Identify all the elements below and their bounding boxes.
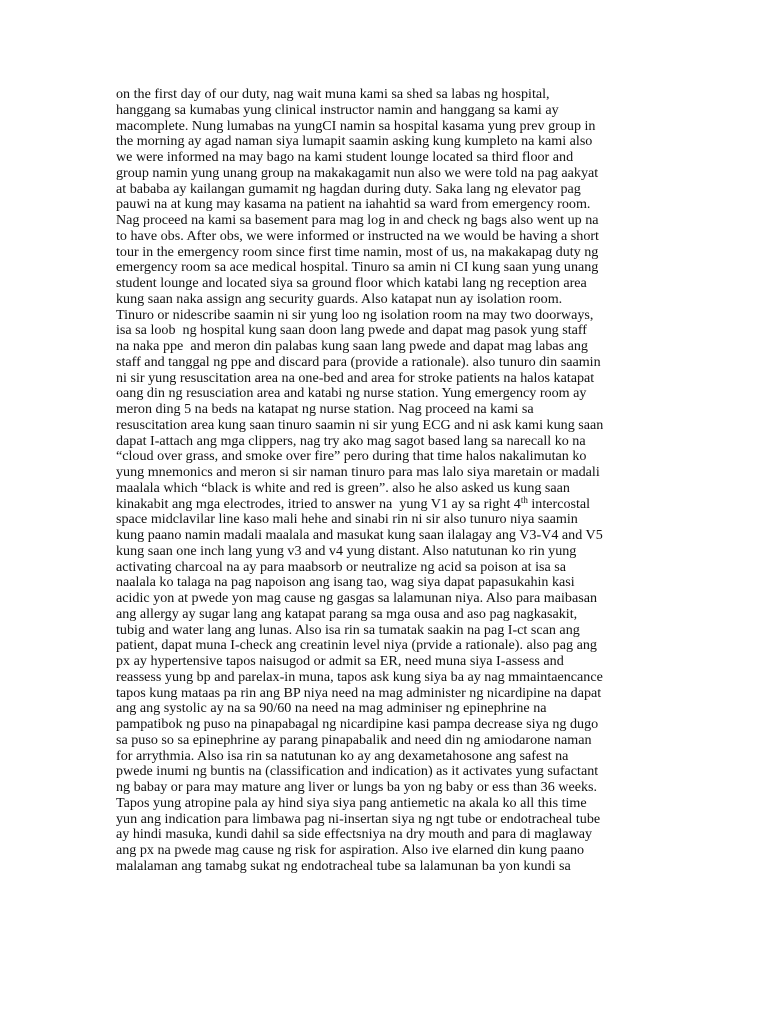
text-line (116, 103, 656, 119)
text-line-content: yung mnemonics and meron si sir naman tinuro para mas lalo siya maretain or madali (116, 464, 600, 480)
text-line (116, 638, 656, 654)
text-line-content: “cloud over grass, and smoke over fire” pero during that time halos nakalimutan ko (116, 448, 587, 465)
text-line-content: na naka ppe and meron din palabas kung saan lang pwede and dapat mag labas ang (116, 338, 588, 354)
text-line (116, 827, 656, 843)
text-line-content: malalaman ang tamabg sukat ng endotracheal tube sa lalamunan ba yon kundi sa (116, 857, 571, 874)
document-body-text (116, 87, 656, 875)
text-line (116, 843, 656, 859)
text-line (116, 449, 656, 465)
text-line (116, 528, 656, 544)
text-line-content: ang px na pwede mag cause ng risk for aspiration. Also ive elarned din kung paano (116, 842, 585, 858)
text-line-content: the morning ay agad naman siya lumapit saamin asking kung kumpleto na kami also (116, 133, 593, 150)
text-line-content: staff and tanggal ng ppe and discard para (provide a rationale). also tunuro din saamin (116, 353, 601, 370)
text-line-content: space midclavilar line kaso mali hehe and sinabi rin ni sir also tunuro niya saamin (116, 511, 578, 528)
text-line (116, 260, 656, 276)
text-line-content: ang allergy ay sugar lang ang katapat parang sa mga ousa and aso pag nagkasakit, (116, 605, 578, 622)
text-line (116, 544, 656, 560)
text-line-content: emergency room sa ace medical hospital. Tinuro sa amin ni CI kung saan yung unang (116, 259, 599, 276)
text-line-content: Tinuro or nidescribe saamin ni sir yung loo ng isolation room na may two doorways, (116, 306, 594, 323)
text-line (116, 150, 656, 166)
text-line (116, 575, 656, 591)
text-line (116, 701, 656, 717)
text-line-content: Nag proceed na kami sa basement para mag log in and check ng bags also went up na (116, 212, 599, 228)
text-line (116, 229, 656, 245)
text-line-content: ng babay or para may mature ang liver or lungs ba yon ng baby or ess than 36 weeks. (116, 779, 598, 795)
text-line-content: ang ang systolic ay na sa 90/60 na need na mag adminiser ng epinephrine na (116, 700, 547, 717)
text-line-content: reassess yung bp and parelax-in muna, tapos ask kung siya ba ay nag mmaintaencance (116, 668, 603, 685)
text-line (116, 245, 656, 261)
text-line (116, 402, 656, 418)
text-line-tail: intercostal (527, 495, 591, 512)
text-line-content: oang din ng resusciation area and katabi ng nurse station. Yung emergency room ay (116, 385, 587, 402)
text-line (116, 371, 656, 387)
text-line-content: hanggang sa kumabas yung clinical instructor namin and hanggang sa kami ay (116, 101, 559, 118)
text-line (116, 213, 656, 229)
text-line (116, 276, 656, 292)
text-line (116, 796, 656, 812)
text-line (116, 512, 656, 528)
text-line-content: sa puso so sa epinephrine ay parang pinapabalik and need din ng amiodarone naman (116, 731, 592, 748)
text-line-content: ay hindi masuka, kundi dahil sa side effectsniya na dry mouth and para di maglaway (116, 826, 593, 843)
text-line (116, 355, 656, 371)
text-line-content: dapat I-attach ang mga clippers, nag try ako mag sagot based lang sa narecall ko na (116, 432, 586, 449)
text-line (116, 292, 656, 308)
text-line-content: for arrythmia. Also isa rin sa natutunan ko ay ang dexametahosone ang safest na (116, 747, 569, 764)
text-line-content: activating charcoal na ay para maabsorb or neutralize ng acid sa poison at isa sa (116, 558, 567, 575)
text-line (116, 166, 656, 182)
text-line-content: kung saan naka assign ang security guards. Also katapat nun ay isolation room. (116, 290, 563, 307)
text-line (116, 859, 656, 875)
text-line-content: acidic yon at pwede yon mag cause ng gasgas sa lalamunan niya. Also para maibasan (116, 590, 597, 606)
text-line-content: pwede inumi ng buntis na (classification and indication) as it activates yung sufactant (116, 763, 599, 780)
text-line (116, 812, 656, 828)
text-line (116, 119, 656, 135)
text-line-content: naalala ko talaga na pag napoison ang isang tao, wag siya dapat papasukahin kasi (116, 574, 575, 591)
text-line-content: pauwi na at kung may kasama na patient na iahahtid sa ward from emergency room. (116, 196, 591, 213)
text-line-content: macomplete. Nung lumabas na yungCI namin sa hospital kasama yung prev group in (116, 117, 596, 134)
text-line-content: kung saan one inch lang yung v3 and v4 yung distant. Also natutunan ko rin yung (116, 542, 577, 559)
text-line (116, 182, 656, 198)
text-line-content: maalala which “black is white and red is green”. also he also asked us kung saan (116, 479, 570, 496)
text-line-content: at bababa ay kailangan gumamit ng hagdan during duty. Saka lang ng elevator pag (116, 180, 581, 197)
text-line (116, 481, 656, 497)
text-line-content: Tapos yung atropine pala ay hind siya siya pang antiemetic na akala ko all this time (116, 794, 587, 811)
text-line (116, 654, 656, 670)
text-line-content: we were informed na may bago na kami student lounge located sa third floor and (116, 149, 574, 165)
text-line (116, 623, 656, 639)
text-line (116, 434, 656, 450)
text-line-content: yun ang indication para limbawa pag ni-insertan siya ng ngt tube or endotracheal tube (116, 810, 601, 827)
text-line (116, 764, 656, 780)
text-line-content: resuscitation area kung saan tinuro saamin ni sir yung ECG and ni ask kami kung saan (116, 416, 604, 433)
text-line-content: on the first day of our duty, nag wait muna kami sa shed sa labas ng hospital, (116, 86, 550, 102)
text-line (116, 386, 656, 402)
text-line-content: student lounge and located siya sa ground floor which katabi lang ng reception area (116, 275, 587, 291)
text-line (116, 686, 656, 702)
text-line (116, 134, 656, 150)
text-line (116, 323, 656, 339)
text-line-content: to have obs. After obs, we were informed or instructed na we would be having a short (116, 227, 599, 244)
text-line (116, 749, 656, 765)
text-line-content: tubig and water lang ang lunas. Also isa rin sa tumatak saakin na pag I-ct scan ang (116, 621, 580, 638)
text-line-content: group namin yung unang group na makakagamit nun also we were told na pag aakyat (116, 164, 599, 181)
text-line (116, 733, 656, 749)
text-line-content: tapos kung mataas pa rin ang BP niya need na mag administer ng nicardipine na dapat (116, 684, 602, 701)
ordinal-superscript: th (520, 494, 528, 505)
text-line (116, 607, 656, 623)
text-line-content: patient, dapat muna I-check ang creatinin level niya (prvide a rationale). also pag ang (116, 637, 597, 654)
text-line (116, 197, 656, 213)
text-line (116, 465, 656, 481)
text-line-content: isa sa loob ng hospital kung saan doon lang pwede and dapat mag pasok yung staff (116, 322, 588, 339)
text-line (116, 308, 656, 324)
text-line (116, 780, 656, 796)
text-line-content: ni sir yung resuscitation area na one-bed and area for stroke patients na halos katapat (116, 369, 595, 386)
text-line (116, 670, 656, 686)
text-line (116, 87, 656, 103)
text-line (116, 494, 656, 513)
text-line-content: kinakabit ang mga electrodes, itried to answer na yung V1 ay sa right 4 (116, 495, 521, 512)
text-line-content: pampatibok ng puso na pinapabagal ng nicardipine kasi pampa decrease siya ng dugo (116, 716, 599, 732)
text-line (116, 339, 656, 355)
text-line (116, 560, 656, 576)
text-line-content: tour in the emergency room since first time namin, most of us, na makakapag duty ng (116, 243, 599, 260)
text-line-content: meron ding 5 na beds na katapat ng nurse station. Nag proceed na kami sa (116, 401, 534, 417)
text-line (116, 591, 656, 607)
text-line-content: kung paano namin madali maalala and masukat kung saan ilalagay ang V3-V4 and V5 (116, 527, 603, 543)
text-line-content: px ay hypertensive tapos naisugod or admit sa ER, need muna siya I-assess and (116, 653, 564, 669)
text-line (116, 717, 656, 733)
text-line (116, 418, 656, 434)
